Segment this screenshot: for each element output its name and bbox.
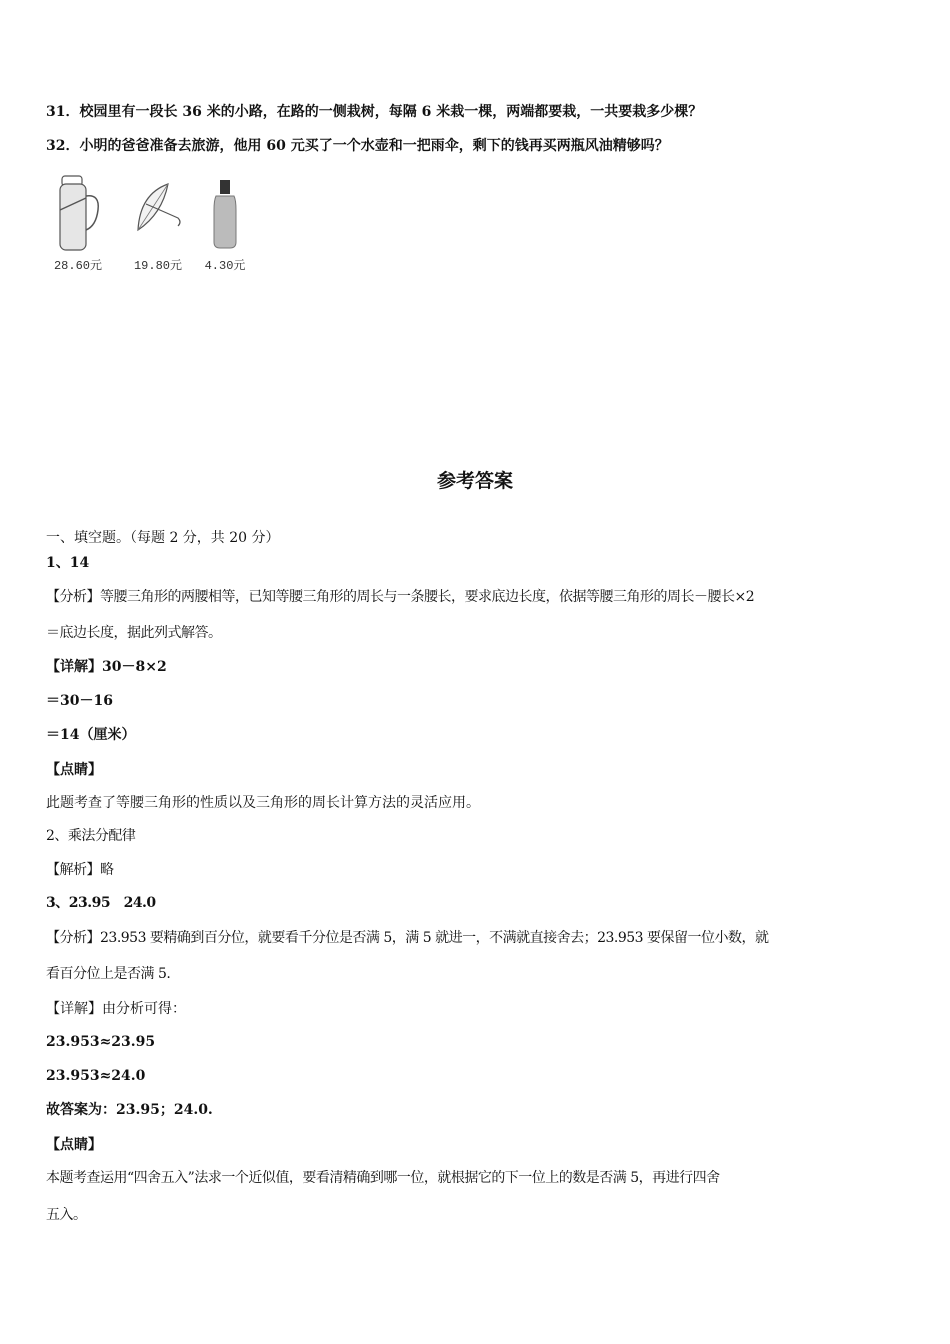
answer-2-analysis: 【解析】略 (46, 862, 114, 878)
page-title: 参考答案 (436, 470, 513, 492)
answer-3-head: 3、23.95 24.0 (46, 895, 156, 911)
question-32: 32．小明的爸爸准备去旅游，他用 60 元买了一个水壶和一把雨伞，剩下的钱再买两瓶风油精够吗？ (46, 138, 669, 154)
answer-1-analysis-cont: ＝底边长度，据此列式解答。 (46, 625, 222, 641)
oil-bottle-icon (200, 170, 250, 254)
answer-1-comment: 此题考查了等腰三角形的性质以及三角形的周长计算方法的灵活应用。 (46, 795, 480, 811)
umbrella-icon (128, 170, 188, 254)
kettle-icon (48, 170, 108, 254)
answer-3-comment-label: 【点睛】 (46, 1137, 102, 1153)
answer-2-head: 2、乘法分配律 (46, 828, 136, 844)
answer-1-analysis: 【分析】等腰三角形的两腰相等，已知等腰三角形的周长与一条腰长，要求底边长度，依据等腰三角形的周长－腰长×2 (46, 589, 755, 605)
answer-1-comment-label: 【点睛】 (46, 762, 102, 778)
answer-3-comment: 本题考查运用“四舍五入”法求一个近似值，要看清精确到哪一位，就根据它的下一位上的数是否满 5，再进行四舍 (46, 1170, 720, 1186)
item-oil-bottle (200, 170, 250, 273)
answer-1-step2: ＝14（厘米） (46, 727, 136, 743)
answer-3-comment-cont: 五入。 (46, 1207, 87, 1223)
item-price: 4.30元 (204, 259, 246, 273)
item-umbrella (128, 170, 188, 273)
answer-3-detail: 【详解】由分析可得： (46, 1001, 186, 1017)
answer-3-step1: 23.953≈23.95 (46, 1034, 156, 1050)
price-figure (48, 170, 268, 280)
answer-1-detail: 【详解】30－8×2 (46, 659, 167, 675)
answer-3-step2: 23.953≈24.0 (46, 1068, 146, 1084)
section-heading: 一、填空题。（每题 2 分，共 20 分） (46, 530, 280, 546)
answer-3-conclusion: 故答案为：23.95；24.0. (46, 1102, 213, 1118)
answer-3-analysis-cont: 看百分位上是否满 5. (46, 966, 171, 982)
answer-3-analysis: 【分析】23.953 要精确到百分位，就要看千分位是否满 5，满 5 就进一，不满就直接舍去；23.953 要保留一位小数，就 (46, 930, 769, 946)
item-price: 19.80元 (133, 259, 182, 273)
answer-1-head: 1、14 (46, 555, 90, 571)
question-31: 31．校园里有一段长 36 米的小路，在路的一侧栽树，每隔 6 米栽一棵，两端都要栽，一共要栽多少棵？ (46, 104, 703, 120)
item-kettle (48, 170, 108, 273)
answer-1-step1: ＝30－16 (46, 693, 113, 709)
item-price: 28.60元 (53, 259, 102, 273)
